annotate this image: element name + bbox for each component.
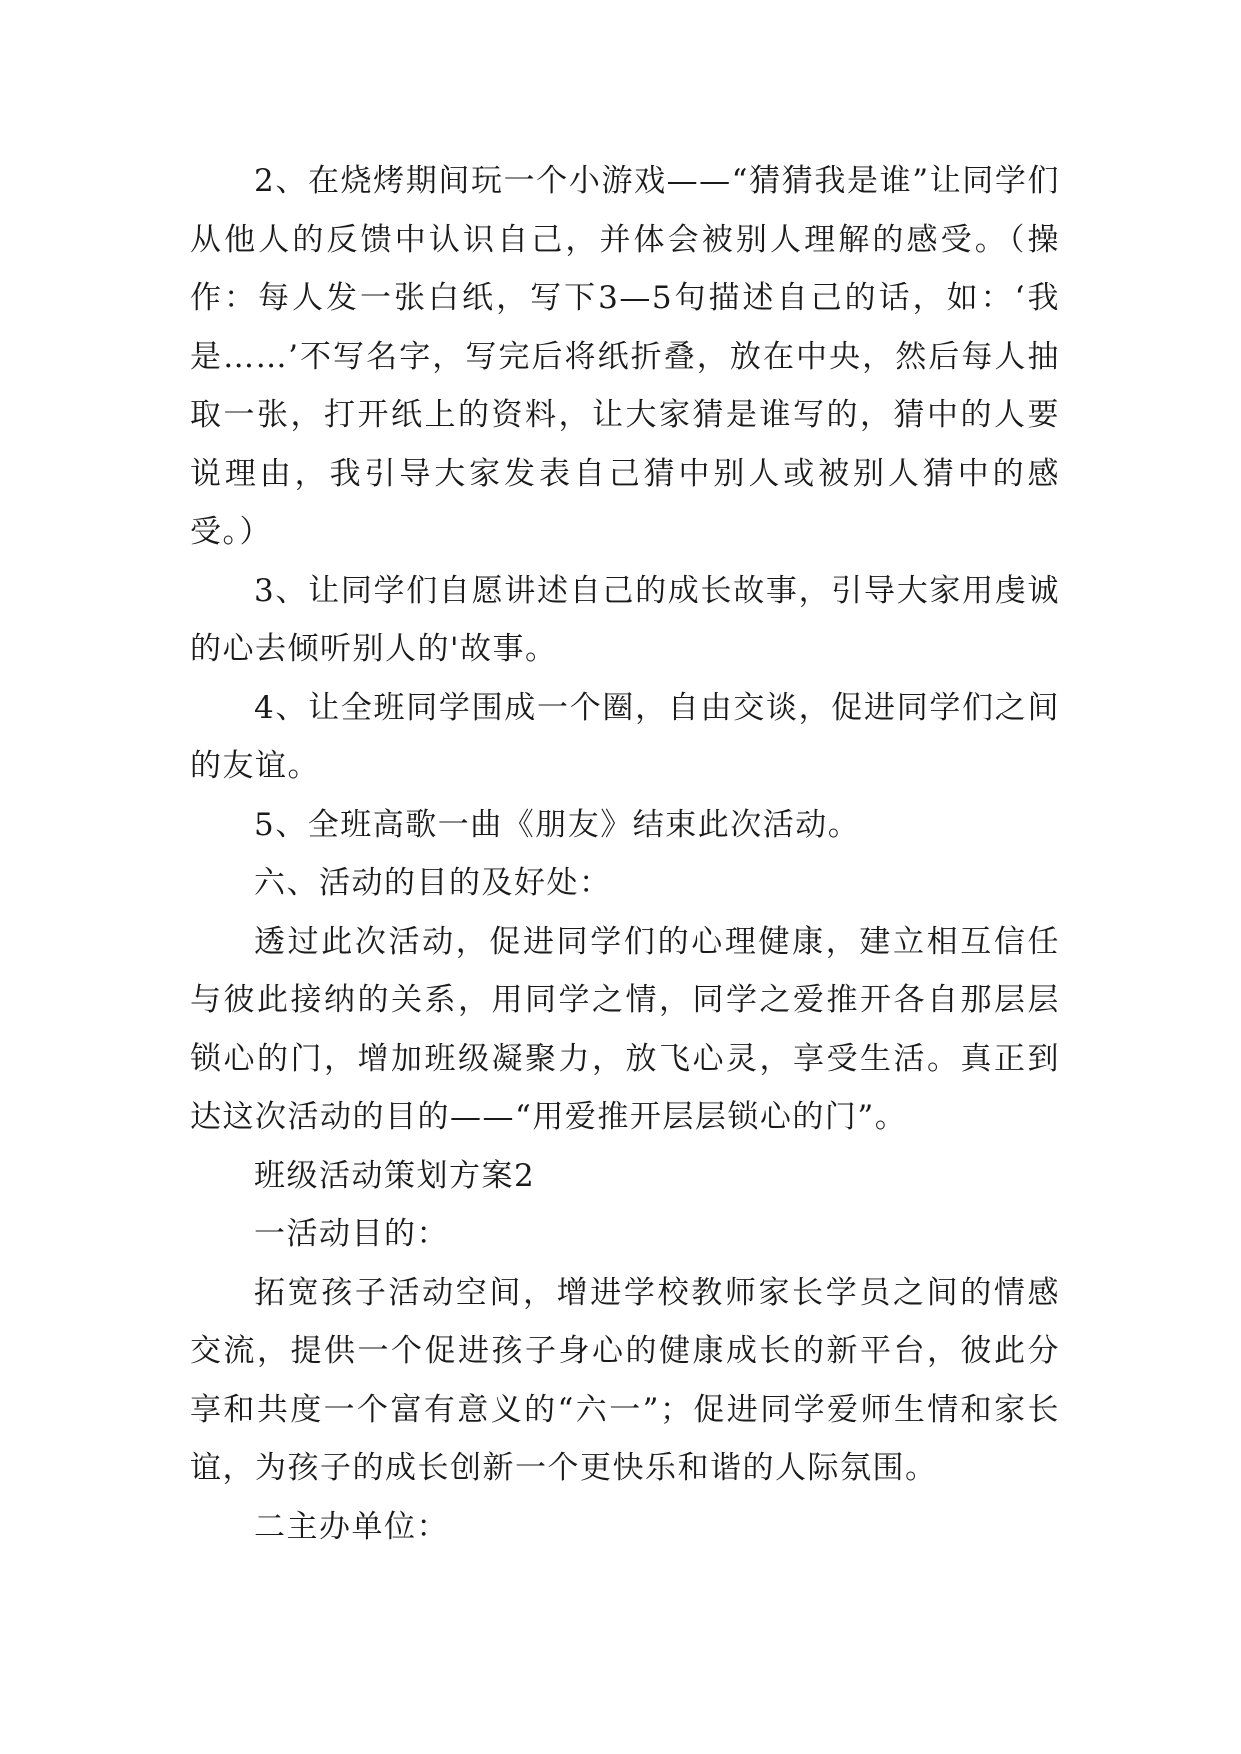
section-heading-purpose: 六、活动的目的及好处： xyxy=(254,865,612,901)
section-heading-organizer: 二主办单位： xyxy=(254,1508,449,1545)
paragraph-game-guess-who: 2、在烧烤期间玩一个小游戏——“猜猜我是谁”让同学们从他人的反馈中认识自己，并体会被别人理解的感受。（操作：每人发一张白纸，写下3—5句描述自己的话，如：‘我是……’不写名字，写完后将纸折叠，放在中央，然后每人抽取一张，打开纸上的资料，让大家猜是谁写的，猜中的人要说理由，我引导大家发表自己猜中别人或被别人猜中的感受。） xyxy=(190,163,1060,550)
paragraph-circle-talk: 4、让全班同学围成一个圈，自由交谈，促进同学们之间的友谊。 xyxy=(190,689,1060,784)
paragraph-activity-goal: 拓宽孩子活动空间，增进学校教师家长学员之间的情感交流，提供一个促进孩子身心的健康成长的新平台，彼此分享和共度一个富有意义的“六一”；促进同学爱师生情和家长谊，为孩子的成长创新一个更快乐和谐的人际氛围。 xyxy=(190,1274,1060,1486)
section-heading-activity-goal: 一活动目的： xyxy=(254,1216,449,1252)
paragraph-purpose: 透过此次活动，促进同学们的心理健康，建立相互信任与彼此接纳的关系，用同学之情，同学之爱推开各自那层层锁心的门，增加班级凝聚力，放飞心灵，享受生活。真正到达这次活动的目的——“用爱推开层层锁心的门”。 xyxy=(190,923,1060,1135)
paragraph-sing-friends: 5、全班高歌一曲《朋友》结束此次活动。 xyxy=(254,806,861,843)
paragraph-growth-story: 3、让同学们自愿讲述自己的成长故事，引导大家用虔诚的心去倾听别人的'故事。 xyxy=(190,572,1060,667)
document-title-plan-2: 班级活动策划方案2 xyxy=(254,1157,536,1194)
document-body xyxy=(190,152,1060,1556)
